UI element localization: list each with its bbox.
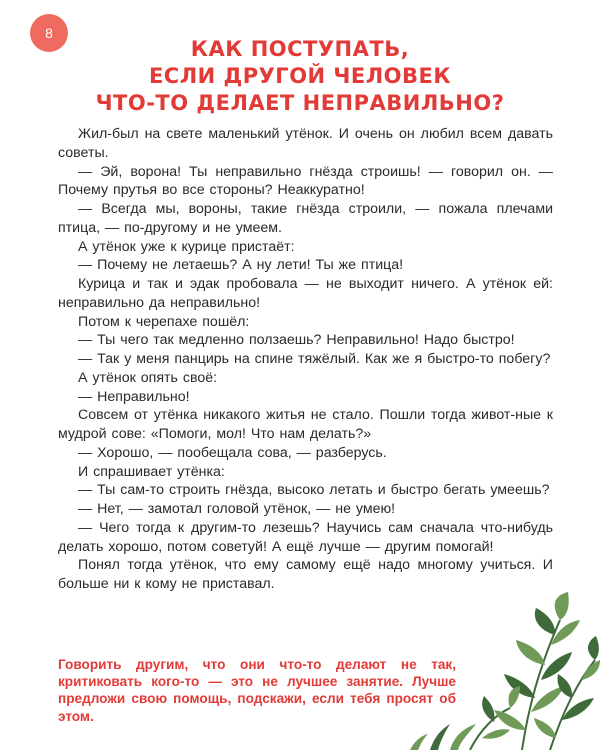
story-paragraph: Курица и так и эдак пробовала — не выходит ничего. А утёнок ей: неправильно да неправильно! bbox=[58, 276, 553, 311]
title-line-1: КАК ПОСТУПАТЬ, bbox=[190, 37, 410, 61]
story-paragraph: — Почему не летаешь? А ну лети! Ты же птица! bbox=[78, 257, 404, 274]
story-paragraph: — Всегда мы, вороны, такие гнёзда строили, — пожала плечами птица, — по-другому и не умеем. bbox=[58, 201, 553, 236]
story-paragraph: — Неправильно! bbox=[78, 388, 190, 405]
story-paragraph: Жил-был на свете маленький утёнок. И очень он любил всем давать советы. bbox=[58, 126, 553, 161]
title-line-2: ЕСЛИ ДРУГОЙ ЧЕЛОВЕК bbox=[148, 64, 452, 88]
story-paragraph: А утёнок опять своё: bbox=[78, 369, 218, 386]
story-paragraph: Потом к черепахе пошёл: bbox=[78, 313, 250, 330]
story-paragraph: — Ты чего так медленно ползаешь? Неправильно! Надо быстро! bbox=[78, 332, 515, 349]
story-paragraph: — Так у меня панцирь на спине тяжёлый. Как же я быстро-то побегу? bbox=[78, 351, 551, 367]
story-paragraph: — Нет, — замотал головой утёнок, — не умею! bbox=[78, 501, 396, 517]
story-paragraph: Совсем от утёнка никакого житья не стало. Пошли тогда живот-ные к мудрой сове: «Помоги, мол! Что нам делать?» bbox=[58, 407, 553, 442]
story-paragraph: А утёнок уже к курице пристаёт: bbox=[78, 238, 295, 255]
story-paragraph: — Эй, ворона! Ты неправильно гнёзда строишь! — говорил он. — Почему прутья во все стороны? Неаккуратно! bbox=[58, 163, 553, 199]
page-number: 8 bbox=[45, 25, 53, 41]
story-paragraph: Понял тогда утёнок, что ему самому ещё надо многому учиться. И больше ни к кому не приставал. bbox=[58, 557, 553, 592]
title-line-3: ЧТО-ТО ДЕЛАЕТ НЕПРАВИЛЬНО? bbox=[95, 91, 505, 115]
story-paragraph: — Чего тогда к другим-то лезешь? Научись сам сначала что-нибудь делать хорошо, потом советуй! А ещё лучше — другим помогай! bbox=[58, 519, 553, 555]
page-title bbox=[0, 36, 600, 117]
story-text bbox=[58, 125, 553, 594]
moral-text: Говорить другим, что они что-то делают не так, критиковать кого-то — это не лучшее занятие. Лучше предложи свою помощь, подскажи, если тебя просят об этом. bbox=[58, 657, 456, 724]
story-paragraph: И спрашивает утёнка: bbox=[78, 463, 225, 480]
plant-illustration bbox=[410, 590, 600, 750]
story-paragraph: — Ты сам-то строить гнёзда, высоко летать и быстро бегать умеешь? bbox=[78, 482, 550, 499]
story-paragraph: — Хорошо, — пообещала сова, — разберусь. bbox=[78, 444, 387, 461]
